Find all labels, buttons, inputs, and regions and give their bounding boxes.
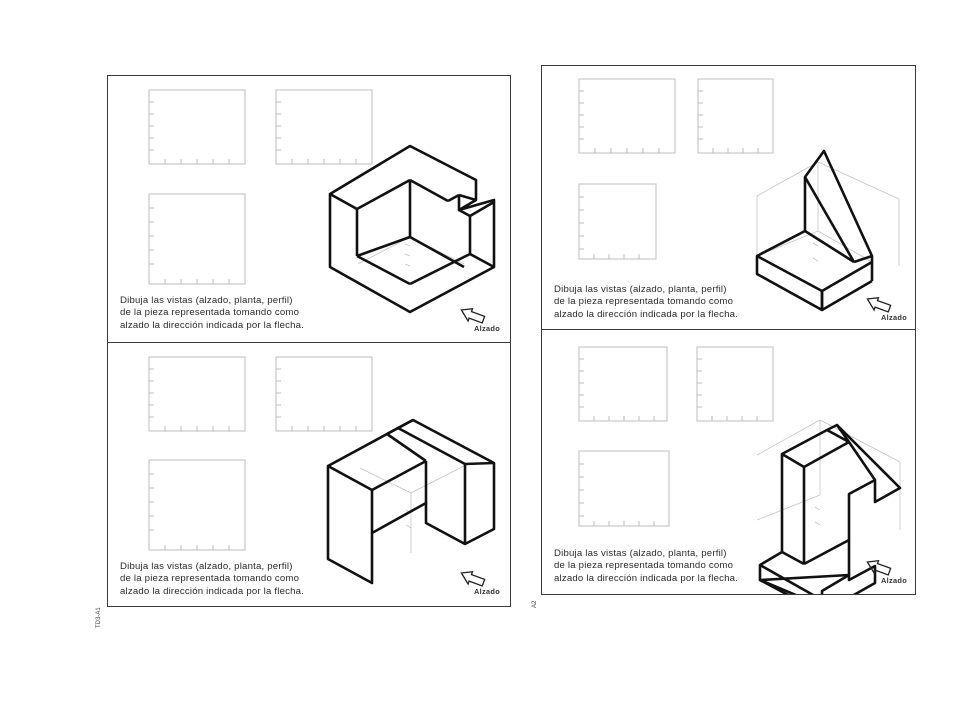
planta-grid: [579, 451, 669, 526]
direction-label: Alzado: [881, 313, 908, 322]
instruction-line: de la pieza representada tomando como: [554, 560, 734, 572]
planta-grid: [579, 184, 656, 259]
exercise-sheet-right: [541, 65, 916, 595]
instruction-line: de la pieza representada tomando como: [120, 573, 300, 585]
direction-label: Alzado: [881, 576, 908, 585]
alzado-grid: [579, 79, 675, 153]
direction-arrow-icon: [458, 308, 492, 324]
instruction-line: Dibuja las vistas (alzado, planta, perfil): [554, 548, 727, 559]
instruction-line: de la pieza representada tomando como: [554, 296, 734, 308]
instruction-line: Dibuja las vistas (alzado, planta, perfil): [120, 561, 293, 572]
exercise-sheet-left: [107, 75, 511, 607]
perfil-grid: [697, 347, 773, 421]
margin-code: A2: [532, 600, 538, 608]
perfil-grid: [276, 90, 372, 164]
instruction-text: [120, 561, 304, 598]
exercise-panel-1: [108, 76, 510, 342]
isometric-piece-3: [757, 151, 899, 310]
instruction-text: [120, 295, 304, 332]
exercise-panel-4: [542, 330, 915, 594]
instruction-line: alzado la dirección indicada por la flecha.: [120, 585, 305, 597]
perfil-grid: [698, 79, 773, 153]
instruction-text: [554, 548, 738, 585]
direction-arrow-icon: [458, 571, 492, 587]
margin-code: TD3-A1: [96, 607, 102, 628]
exercise-panel-3: [542, 66, 915, 329]
instruction-line: de la pieza representada tomando como: [120, 307, 300, 319]
instruction-line: Dibuja las vistas (alzado, planta, perfil): [120, 295, 293, 306]
isometric-piece-1: [330, 146, 494, 312]
exercise-panel-2: [108, 343, 510, 606]
planta-grid: [149, 194, 245, 284]
alzado-grid: [149, 90, 245, 164]
planta-grid: [149, 460, 245, 550]
instruction-line: alzado la dirección indicada por la flecha.: [554, 308, 739, 320]
isometric-piece-2: [328, 420, 494, 583]
instruction-text: [554, 284, 738, 321]
direction-label: Alzado: [474, 324, 501, 333]
direction-label: Alzado: [474, 587, 501, 596]
alzado-grid: [579, 347, 667, 421]
perfil-grid: [276, 357, 372, 431]
instruction-line: alzado la dirección indicada por la flecha.: [554, 572, 739, 584]
alzado-grid: [149, 357, 245, 431]
instruction-line: Dibuja las vistas (alzado, planta, perfil): [554, 284, 727, 295]
instruction-line: alzado la dirección indicada por la flecha.: [120, 319, 305, 331]
direction-arrow-icon: [864, 297, 898, 313]
direction-arrow-icon: [864, 560, 898, 576]
